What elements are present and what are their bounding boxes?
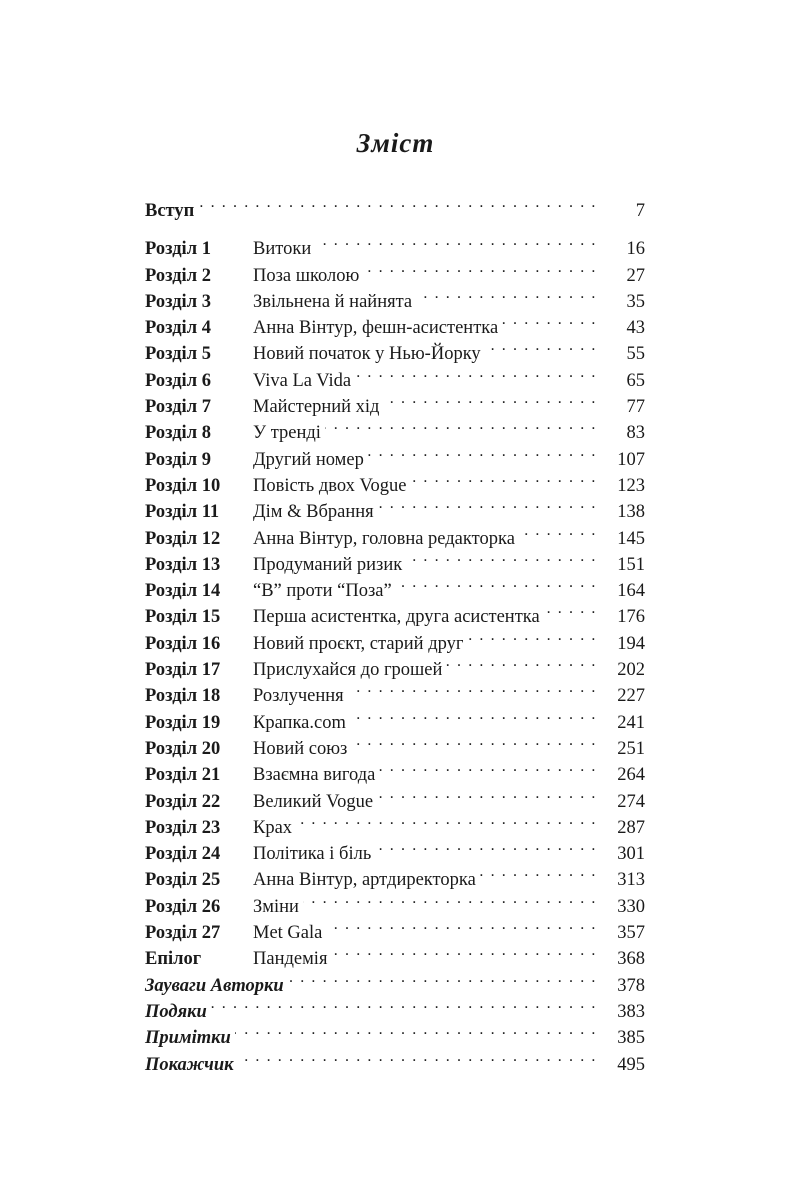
dot-leader xyxy=(446,649,597,675)
toc-entry-page: 83 xyxy=(626,423,645,444)
toc-entry-label: Розділ 18 xyxy=(145,686,221,707)
toc-entry-page: 287 xyxy=(617,817,645,838)
dot-leader xyxy=(406,544,597,570)
toc-entry-label: Розділ 10 xyxy=(145,475,221,496)
toc-entry-label: Розділ 1 xyxy=(145,239,211,260)
toc-entry-title: Новий союз xyxy=(253,738,348,759)
toc-entry-title: Met Gala xyxy=(253,923,323,944)
toc-entry-page: 378 xyxy=(617,975,645,996)
toc-entry-page: 202 xyxy=(617,660,645,681)
toc-entry-page: 301 xyxy=(617,844,645,865)
dot-leader xyxy=(211,991,597,1017)
dot-leader xyxy=(350,702,597,728)
toc-entry-page: 194 xyxy=(617,633,645,654)
toc-entry-label: Примітки xyxy=(145,1028,231,1049)
dot-leader xyxy=(363,255,597,281)
toc-entry-title: Крах xyxy=(253,817,293,838)
toc-entry-title: Новий проєкт, старий друг xyxy=(253,633,464,654)
dot-leader xyxy=(485,333,597,359)
toc-entry-label: Розділ 24 xyxy=(145,844,221,865)
dot-leader xyxy=(519,518,597,544)
toc-entry-label: Розділ 5 xyxy=(145,344,211,365)
toc-entry-label: Розділ 6 xyxy=(145,370,211,391)
toc-entry-page: 27 xyxy=(626,265,645,286)
dot-leader xyxy=(351,728,597,754)
toc-entry-page: 107 xyxy=(617,449,645,470)
toc-entry-intro xyxy=(145,190,645,221)
toc-entry-label: Розділ 3 xyxy=(145,291,211,312)
toc-entry-title: Перша асистентка, друга асистентка xyxy=(253,607,540,628)
toc-entry-title: Анна Вінтур, головна редакторка xyxy=(253,528,515,549)
toc-entry-label: Розділ 22 xyxy=(145,791,221,812)
dot-leader xyxy=(303,886,597,912)
toc-entry-page: 123 xyxy=(617,475,645,496)
dot-leader xyxy=(331,938,597,964)
dot-leader xyxy=(379,754,597,780)
toc-entry-title: “В” проти “Поза” xyxy=(253,581,392,602)
toc-entry-title: Політика і біль xyxy=(253,844,372,865)
toc-entry-title: Пандемія xyxy=(253,949,328,970)
toc-entry-page: 264 xyxy=(617,765,645,786)
toc-entry-label: Розділ 4 xyxy=(145,318,211,339)
toc-entry-label: Розділ 9 xyxy=(145,449,211,470)
toc-entry xyxy=(145,228,645,260)
dot-leader xyxy=(378,491,597,517)
toc-entry-title: Взаємна вигода xyxy=(253,765,376,786)
toc-entry-label: Розділ 7 xyxy=(145,397,211,418)
dot-leader xyxy=(325,412,597,438)
dot-leader xyxy=(235,1017,597,1043)
toc-entry-title: Зміни xyxy=(253,896,299,917)
toc-entry-label: Розділ 15 xyxy=(145,607,221,628)
toc-entry-title: Новий початок у Нью-Йорку xyxy=(253,344,481,365)
chapter-list xyxy=(145,228,645,970)
toc-entry-title: Розлучення xyxy=(253,686,344,707)
dot-leader xyxy=(410,465,597,491)
toc-entry-title: Анна Вінтур, фешн-асистентка xyxy=(253,318,499,339)
dot-leader xyxy=(480,859,597,885)
toc-entry-page: 241 xyxy=(617,712,645,733)
toc-entry-label: Розділ 14 xyxy=(145,581,221,602)
toc-entry-label: Розділ 19 xyxy=(145,712,221,733)
toc-entry-page: 251 xyxy=(617,738,645,759)
toc-entry-label: Розділ 26 xyxy=(145,896,221,917)
dot-leader xyxy=(198,190,597,216)
toc-entry-label: Розділ 27 xyxy=(145,923,221,944)
toc-entry-page: 145 xyxy=(617,528,645,549)
toc-entry-title: Прислухайся до грошей xyxy=(253,660,443,681)
toc-entry-page: 368 xyxy=(617,949,645,970)
toc-entry-label: Покажчик xyxy=(145,1054,234,1075)
toc-entry-page: 495 xyxy=(617,1054,645,1075)
dot-leader xyxy=(326,912,597,938)
toc-entry-page: 43 xyxy=(626,318,645,339)
toc-entry-title: Повість двох Vogue xyxy=(253,475,407,496)
toc-entry-label: Розділ 17 xyxy=(145,660,221,681)
dot-leader xyxy=(396,570,597,596)
toc-entry-label: Розділ 25 xyxy=(145,870,221,891)
toc-entry-title: Viva La Vida xyxy=(253,370,352,391)
toc-entry-label: Розділ 13 xyxy=(145,554,221,575)
dot-leader xyxy=(288,965,597,991)
toc-entry-page: 227 xyxy=(617,686,645,707)
dot-leader xyxy=(544,596,597,622)
dot-leader xyxy=(416,281,597,307)
toc-entry-page: 330 xyxy=(617,896,645,917)
dot-leader xyxy=(348,675,597,701)
toc-entry-page: 7 xyxy=(635,201,645,221)
toc-entry-label: Розділ 11 xyxy=(145,502,220,523)
toc-entry-page: 16 xyxy=(626,239,645,260)
toc-entry-label: Вступ xyxy=(145,201,195,221)
toc-entry-label: Зауваги Авторки xyxy=(145,975,284,996)
toc-entry-title: Другий номер xyxy=(253,449,364,470)
toc-entry-title: Великий Vogue xyxy=(253,791,374,812)
toc-entry-page: 176 xyxy=(617,607,645,628)
page-title: Зміст xyxy=(356,128,435,158)
toc-entry-back-matter xyxy=(145,1017,645,1049)
toc-entry-label: Епілог xyxy=(145,949,202,970)
toc-entry-title: Майстерний хід xyxy=(253,397,380,418)
dot-leader xyxy=(355,360,597,386)
toc-entry-title: Дім & Вбрання xyxy=(253,502,374,523)
toc-entry-label: Подяки xyxy=(145,1001,207,1022)
toc-entry-title: Крапка.com xyxy=(253,712,346,733)
toc-entry-page: 274 xyxy=(617,791,645,812)
toc-entry-label: Розділ 20 xyxy=(145,738,221,759)
toc-entry-title: Витоки xyxy=(253,239,312,260)
dot-leader xyxy=(368,439,597,465)
dot-leader xyxy=(315,228,597,254)
dot-leader xyxy=(383,386,597,412)
toc-entry-page: 357 xyxy=(617,923,645,944)
toc-entry-page: 383 xyxy=(617,1001,645,1022)
toc-entry-back-matter xyxy=(145,991,645,1022)
toc-entry-title: Анна Вінтур, артдиректорка xyxy=(253,870,476,891)
toc-entry-label: Розділ 8 xyxy=(145,423,211,444)
toc-entry-title: Продуманий ризик xyxy=(253,554,403,575)
toc-entry-label: Розділ 21 xyxy=(145,765,221,786)
toc-entry-page: 385 xyxy=(617,1028,645,1049)
toc-entry-title: Звільнена й найнята xyxy=(253,291,413,312)
toc-entry-page: 55 xyxy=(626,344,645,365)
toc-entry-label: Розділ 12 xyxy=(145,528,221,549)
dot-leader xyxy=(238,1044,597,1070)
dot-leader xyxy=(502,307,597,333)
toc-entry-page: 164 xyxy=(617,581,645,602)
dot-leader xyxy=(296,807,597,833)
table-of-contents xyxy=(145,190,645,1075)
toc-entry-label: Розділ 23 xyxy=(145,817,221,838)
toc-entry-title: Поза школою xyxy=(253,265,360,286)
toc-entry-label: Розділ 16 xyxy=(145,633,221,654)
toc-entry-page: 151 xyxy=(617,554,645,575)
dot-leader xyxy=(375,833,597,859)
toc-entry-label: Розділ 2 xyxy=(145,265,211,286)
toc-entry-title: У тренді xyxy=(253,423,321,444)
dot-leader xyxy=(467,623,597,649)
toc-entry-page: 35 xyxy=(626,291,645,312)
toc-entry-page: 65 xyxy=(626,370,645,391)
toc-entry-page: 77 xyxy=(626,397,645,418)
toc-entry-page: 313 xyxy=(617,870,645,891)
toc-entry-page: 138 xyxy=(617,502,645,523)
dot-leader xyxy=(377,781,597,807)
back-matter-list xyxy=(145,965,645,1075)
